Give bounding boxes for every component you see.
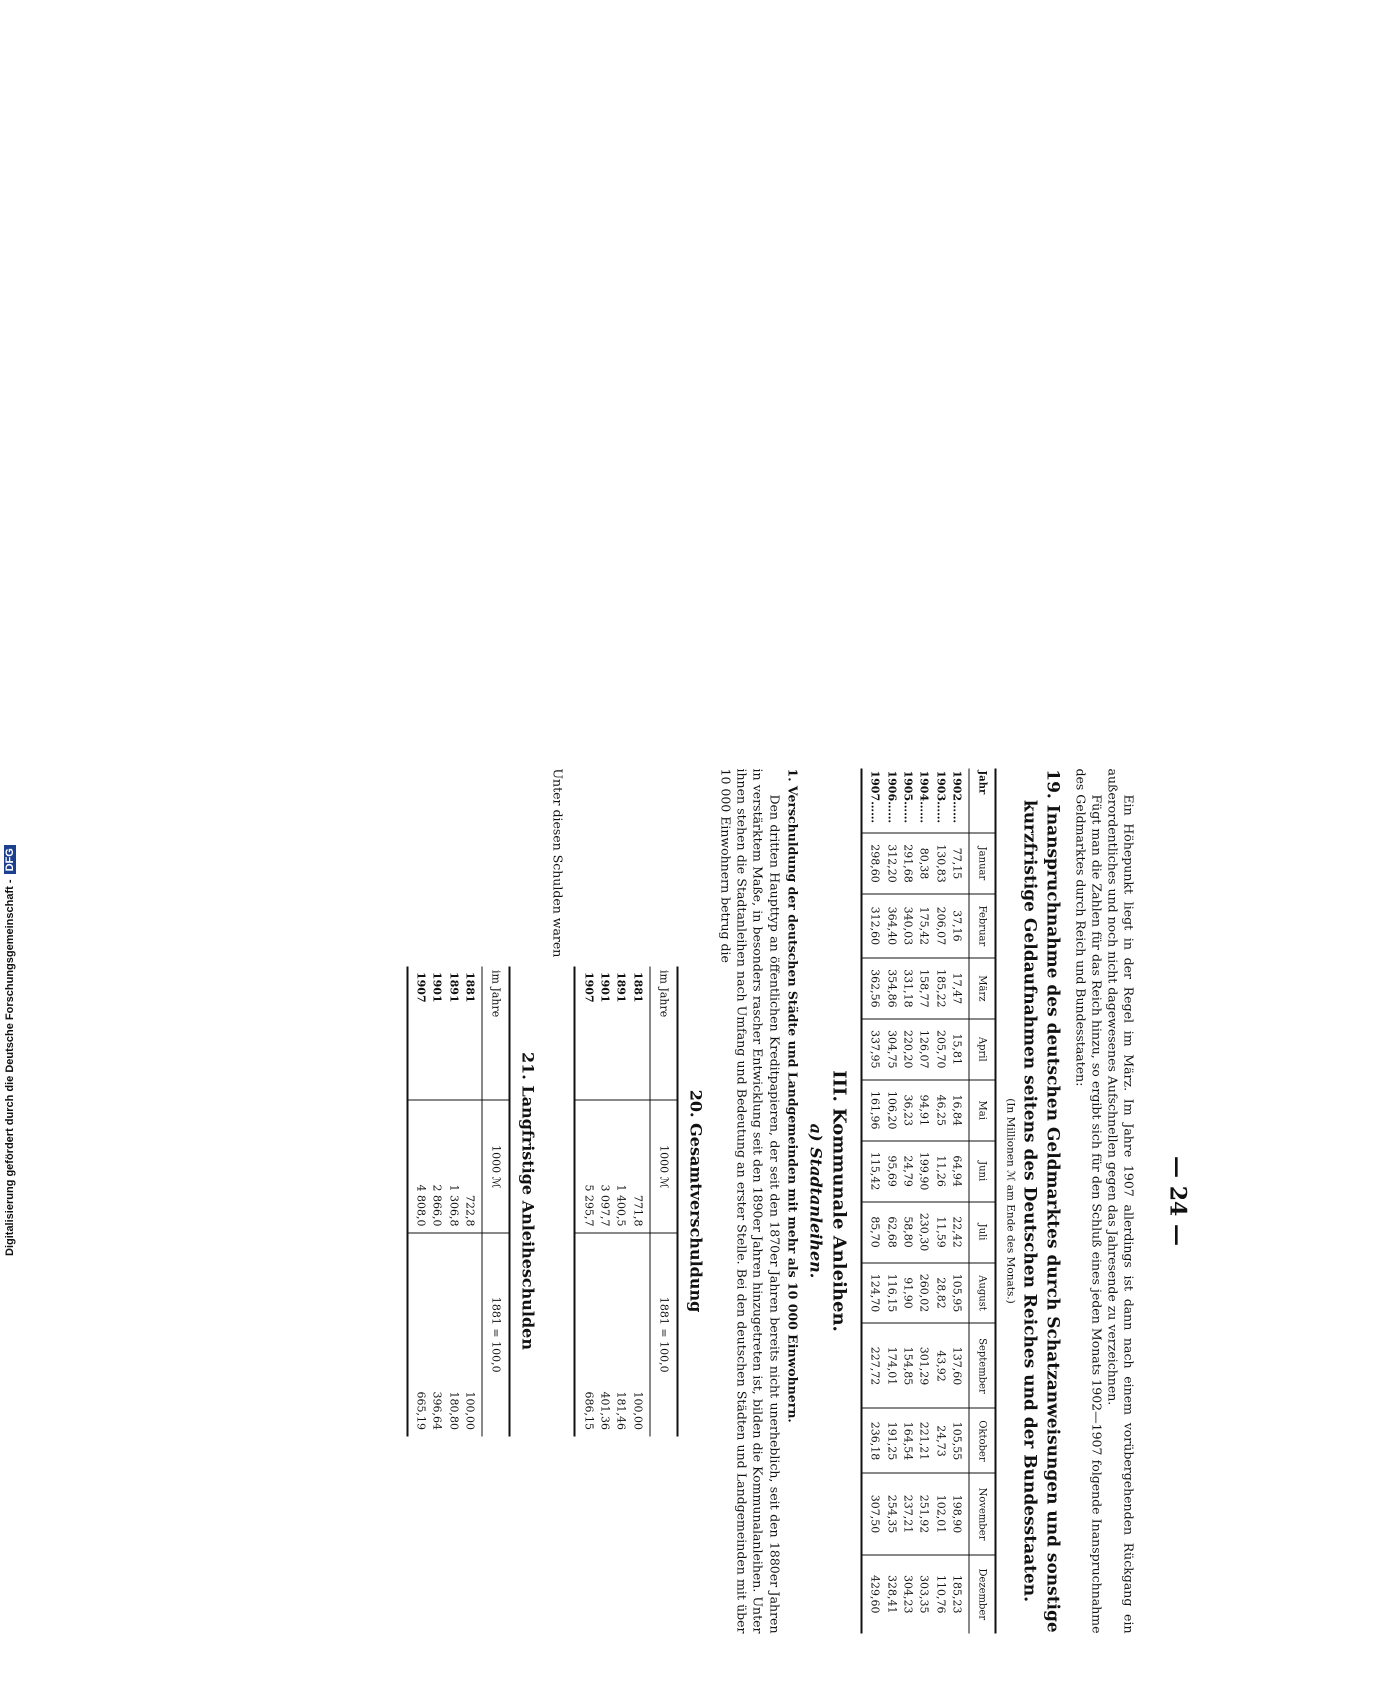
table19-value-cell: 77,15 <box>948 833 969 894</box>
table20-title: 20. Gesamtverschuldung <box>686 1089 706 1313</box>
table19-value-cell: 251,92 <box>916 1473 932 1554</box>
table19-value-cell: 175,42 <box>916 894 932 958</box>
table19-header-cell: Dezember <box>969 1555 996 1634</box>
table19-header-cell: August <box>969 1263 996 1324</box>
table21-value-cell: 1 306,8 <box>445 1100 461 1233</box>
table-row <box>407 966 428 1436</box>
table19-value-cell: 80,38 <box>916 833 932 894</box>
table20-body <box>575 966 650 1436</box>
table19-value-cell: 158,77 <box>916 958 932 1019</box>
table19-header-row <box>969 769 996 1634</box>
table19-value-cell: 46,25 <box>932 1080 948 1141</box>
table21-value-cell: 100,00 <box>461 1233 482 1436</box>
table19-value-cell: 64,94 <box>948 1141 969 1202</box>
table19-value-cell: 137,60 <box>948 1323 969 1408</box>
table20-header-cell: im Jahre <box>650 966 678 1100</box>
table19-value-cell: 303,35 <box>916 1555 932 1634</box>
table-row <box>883 769 899 1634</box>
table19-value-cell: 191,25 <box>883 1408 899 1473</box>
table21-title: 21. Langfristige Anleiheschulden <box>518 1052 538 1350</box>
digitization-note-text: Digitalisierung gefördert durch die Deutsche Forschungsgemeinschaft - <box>4 879 16 1256</box>
dfg-logo: DFG <box>4 845 16 874</box>
intro-paragraph-1: Ein Höhepunkt liegt in der Regel im März. Im Jahre 1907 allerdings ist dann nach einem vorübergehenden Rückgang ein außerordentliches und noch nicht dagewesenes Aufschnellen gegen das Jahresende zu verzeichnen. <box>1105 768 1137 1634</box>
table20-value-cell: 401,36 <box>596 1233 612 1436</box>
note-text: Unter diesen Schulden waren <box>550 768 566 958</box>
table19-value-cell: 24,73 <box>932 1408 948 1473</box>
table20-value-cell: 771,8 <box>629 1100 650 1233</box>
table19-header-cell: Januar <box>969 833 996 894</box>
table20-value-cell: 1 400,5 <box>612 1100 628 1233</box>
table19-body <box>862 769 969 1634</box>
table19-value-cell: 304,23 <box>899 1555 915 1634</box>
table19-value-cell: 236,18 <box>862 1408 883 1473</box>
section-paragraph: Den dritten Haupttyp an öffentlichen Kreditpapieren, der seit den 1870er Jahren bereits nicht unerheblich, seit den 1880er Jahren in verstärktem Maße, in besonders rascher Entwicklung seit den 1890er Jahren hinzugetreten ist, bilden die Kommunalanleihen. Unter ihnen stehen die Stadtanleihen nach Umfang und Bedeutung an erster Stelle. Bei den deutschen Städten und Landgemeinden mit über 10 000 Einwohnern betrug die <box>718 768 783 1634</box>
table19-year-cell: 1906…… <box>885 770 899 824</box>
table21-header-cell: 1000 ℳ <box>482 1100 510 1233</box>
table19-value-cell: 362,56 <box>862 958 883 1019</box>
table-row <box>445 966 461 1436</box>
table19-value-cell: 221,21 <box>916 1408 932 1473</box>
table19-value-cell: 102,01 <box>932 1473 948 1554</box>
table19-value-cell: 307,50 <box>862 1473 883 1554</box>
table19-value-cell: 24,79 <box>899 1141 915 1202</box>
table19-value-cell: 254,35 <box>883 1473 899 1554</box>
table19-value-cell: 28,82 <box>932 1263 948 1324</box>
table21-year-cell: 1881 <box>463 972 477 1003</box>
table21 <box>406 966 510 1436</box>
table20-header-cell: 1881 = 100,0 <box>650 1233 678 1436</box>
table20-value-cell: 3 097,7 <box>596 1100 612 1233</box>
table20-value-cell: 5 295,7 <box>575 1100 596 1233</box>
table19-header-cell: Oktober <box>969 1408 996 1473</box>
table-row <box>916 769 932 1634</box>
table-row <box>899 769 915 1634</box>
item-title: 1. Verschuldung der deutschen Städte und Landgemeinden mit mehr als 10 000 Einwohnern. <box>785 768 801 1423</box>
table-row <box>629 966 650 1436</box>
table19-value-cell: 185,23 <box>948 1555 969 1634</box>
table19-value-cell: 312,20 <box>883 833 899 894</box>
table19-value-cell: 298,60 <box>862 833 883 894</box>
table19-value-cell: 115,42 <box>862 1141 883 1202</box>
table21-header-row <box>482 966 510 1436</box>
table19-year-cell: 1905…… <box>901 770 915 824</box>
table20-value-cell: 686,15 <box>575 1233 596 1436</box>
table19-value-cell: 340,03 <box>899 894 915 958</box>
table21-value-cell: 665,19 <box>407 1233 428 1436</box>
table19-value-cell: 116,15 <box>883 1263 899 1324</box>
table20-year-cell: 1881 <box>631 972 645 1003</box>
table19-value-cell: 22,42 <box>948 1202 969 1263</box>
table19-header-cell: Mai <box>969 1080 996 1141</box>
table19-value-cell: 199,90 <box>916 1141 932 1202</box>
table-row <box>948 769 969 1634</box>
table-row <box>612 966 628 1436</box>
table19-header-cell: Februar <box>969 894 996 958</box>
table-row <box>862 769 883 1634</box>
table19-value-cell: 206,07 <box>932 894 948 958</box>
table21-value-cell: 722,8 <box>461 1100 482 1233</box>
intro-paragraph-2: Fügt man die Zahlen für das Reich hinzu, so ergibt sich für den Schluß eines jeden Monats 1902—1907 folgende Inanspruchnahme des Geldmarktes durch Reich und Bundesstaaten: <box>1073 768 1105 1634</box>
table19-year-cell: 1903…… <box>934 770 948 824</box>
table19-value-cell: 161,96 <box>862 1080 883 1141</box>
table19-value-cell: 58,80 <box>899 1202 915 1263</box>
table19-value-cell: 126,07 <box>916 1019 932 1080</box>
table19-value-cell: 337,95 <box>862 1019 883 1080</box>
table20-year-cell: 1901 <box>598 972 612 1003</box>
table19 <box>861 769 997 1634</box>
table19-header-cell: März <box>969 958 996 1019</box>
table19-value-cell: 304,75 <box>883 1019 899 1080</box>
section-heading: III. Kommunale Anleihen. <box>828 1070 850 1332</box>
table-row <box>596 966 612 1436</box>
table21-header-cell: 1881 = 100,0 <box>482 1233 510 1436</box>
table21-value-cell: 4 808,0 <box>407 1100 428 1233</box>
table19-value-cell: 16,84 <box>948 1080 969 1141</box>
table19-value-cell: 429,60 <box>862 1555 883 1634</box>
table19-value-cell: 220,20 <box>899 1019 915 1080</box>
table19-header-cell: September <box>969 1323 996 1408</box>
table21-header-cell: im Jahre <box>482 966 510 1100</box>
table19-value-cell: 301,29 <box>916 1323 932 1408</box>
table19-value-cell: 227,72 <box>862 1323 883 1408</box>
table19-value-cell: 198,90 <box>948 1473 969 1554</box>
table19-header-cell: November <box>969 1473 996 1554</box>
table21-year-cell: 1891 <box>447 972 461 1003</box>
page-number: — 24 — <box>1164 1156 1191 1246</box>
table19-value-cell: 62,68 <box>883 1202 899 1263</box>
table19-value-cell: 43,92 <box>932 1323 948 1408</box>
table19-value-cell: 154,85 <box>899 1323 915 1408</box>
table19-value-cell: 237,21 <box>899 1473 915 1554</box>
table19-year-cell: 1904…… <box>917 770 931 824</box>
table19-value-cell: 364,40 <box>883 894 899 958</box>
table19-value-cell: 11,26 <box>932 1141 948 1202</box>
page-body <box>406 769 1191 1634</box>
table19-subtitle: (In Millionen ℳ am Ende des Monats.) <box>1004 1098 1017 1304</box>
table-row <box>932 769 948 1634</box>
table19-value-cell: 85,70 <box>862 1202 883 1263</box>
table19-year-cell: 1902…… <box>950 770 964 824</box>
table19-value-cell: 291,68 <box>899 833 915 894</box>
table19-value-cell: 94,91 <box>916 1080 932 1141</box>
table19-value-cell: 354,86 <box>883 958 899 1019</box>
table19-value-cell: 11,59 <box>932 1202 948 1263</box>
page-content-rotated <box>0 699 1397 1699</box>
table19-value-cell: 174,01 <box>883 1323 899 1408</box>
table21-value-cell: 180,80 <box>445 1233 461 1436</box>
table20-value-cell: 181,46 <box>612 1233 628 1436</box>
table19-year-cell: 1907…… <box>862 769 883 834</box>
section-subheading: a) Stadtanleihen. <box>806 1123 826 1279</box>
table19-header-cell: Jahr <box>969 769 996 834</box>
table21-value-cell: 396,64 <box>429 1233 445 1436</box>
table19-header-cell: April <box>969 1019 996 1080</box>
table20-year-cell: 1907 <box>575 966 596 1100</box>
table20-header-row <box>650 966 678 1436</box>
table19-value-cell: 91,90 <box>899 1263 915 1324</box>
table19-value-cell: 36,23 <box>899 1080 915 1141</box>
table20-year-cell: 1891 <box>614 972 628 1003</box>
table19-header-cell: Juni <box>969 1141 996 1202</box>
table19-value-cell: 17,47 <box>948 958 969 1019</box>
table21-year-cell: 1907 <box>407 966 428 1100</box>
table19-value-cell: 105,95 <box>948 1263 969 1324</box>
table19-value-cell: 95,69 <box>883 1141 899 1202</box>
table19-value-cell: 110,76 <box>932 1555 948 1634</box>
table19-value-cell: 130,83 <box>932 833 948 894</box>
table19-value-cell: 260,02 <box>916 1263 932 1324</box>
table19-value-cell: 331,18 <box>899 958 915 1019</box>
table19-value-cell: 185,22 <box>932 958 948 1019</box>
table19-value-cell: 328,41 <box>883 1555 899 1634</box>
table21-value-cell: 2 866,0 <box>429 1100 445 1233</box>
table19-value-cell: 105,55 <box>948 1408 969 1473</box>
table-row <box>461 966 482 1436</box>
table19-value-cell: 312,60 <box>862 894 883 958</box>
table19-header-cell: Juli <box>969 1202 996 1263</box>
table19-value-cell: 37,16 <box>948 894 969 958</box>
table20 <box>574 966 678 1436</box>
table20-header-cell: 1000 ℳ <box>650 1100 678 1233</box>
table19-value-cell: 124,70 <box>862 1263 883 1324</box>
table19-value-cell: 230,30 <box>916 1202 932 1263</box>
table19-value-cell: 205,70 <box>932 1019 948 1080</box>
table19-value-cell: 106,20 <box>883 1080 899 1141</box>
table19-title: 19. Inanspruchnahme des deutschen Geldmarktes durch Schatzanweisungen und sonstige kurzfristige Geldaufnahmen seitens des Deutschen Reiches und der Bundesstaaten. <box>1019 769 1063 1633</box>
table-row <box>575 966 596 1436</box>
table20-value-cell: 100,00 <box>629 1233 650 1436</box>
table19-value-cell: 164,54 <box>899 1408 915 1473</box>
table19-value-cell: 15,81 <box>948 1019 969 1080</box>
table21-year-cell: 1901 <box>430 972 444 1003</box>
table21-body <box>407 966 482 1436</box>
table-row <box>429 966 445 1436</box>
